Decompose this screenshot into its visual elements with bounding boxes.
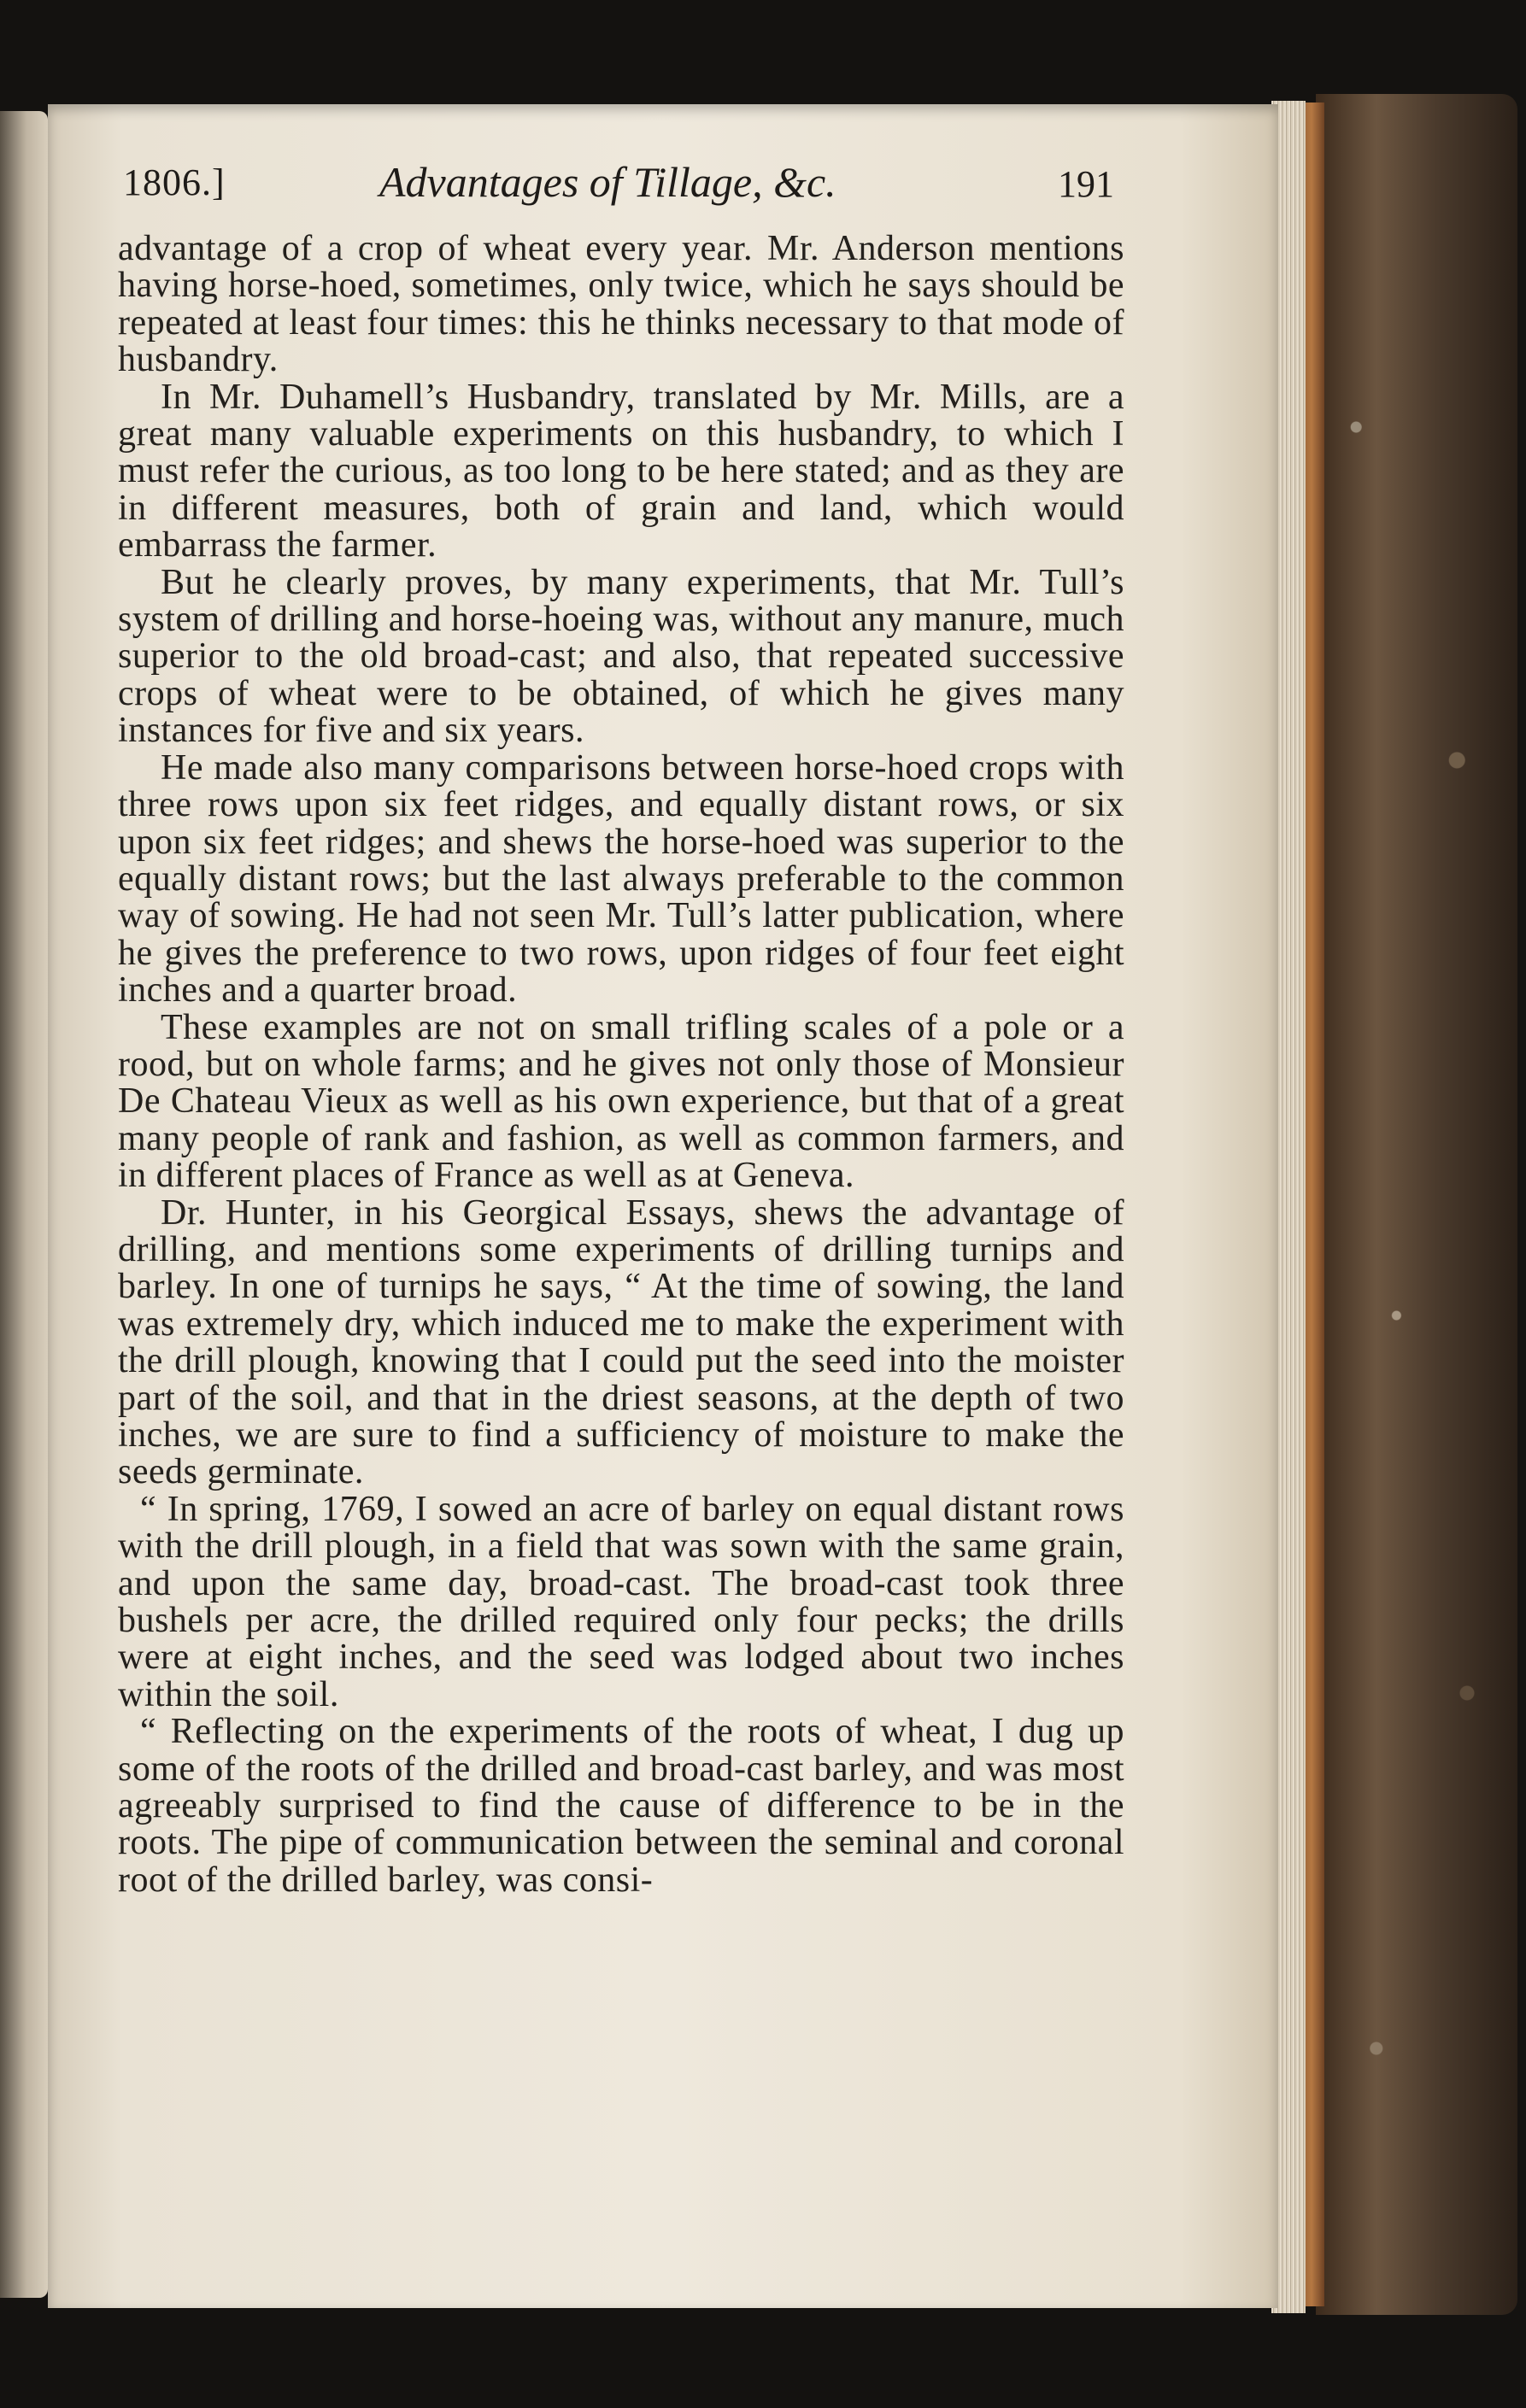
page-number: 191 [1058,163,1114,205]
paragraph-6: Dr. Hunter, in his Georgical Essays, shews the advantage of drilling, and mentions some experiments of drilling turnips and barley. In one of turnips he says, “ At the time of sowing, the land was extremely dry, which induced me to make the experiment with the drill plough, knowing that I could put the seed into the moister part of the soil, and that in the driest seasons, at the depth of two inches, we are sure to find a sufficiency of moisture to make the seeds germinate. [118,1192,1124,1492]
paragraph-8: “ Reflecting on the experiments of the roots of wheat, I dug up some of the roots of the drilled and broad-cast barley, and was most agreeably surprised to find the cause of difference to be in the roots. The pipe of communication between the seminal and coronal root of the drilled barley, was consi- [118,1712,1124,1900]
paragraph-1: advantage of a crop of wheat every year. Mr. Anderson mentions having horse-hoed, sometimes, only twice, which he says should be repeated at least four times: this he thinks necessary to that mode of husbandry. [118,229,1124,380]
paragraph-3: But he clearly proves, by many experiments, that Mr. Tull’s system of drilling and horse-hoeing was, without any manure, much superior to the old broad-cast; and also, that repeated successive crops of wheat were to be obtained, of which he gives many instances for five and six years. [118,562,1124,751]
paragraph-2: In Mr. Duhamell’s Husbandry, translated by Mr. Mills, are a great many valuable experiments on this husbandry, to which I must refer the curious, as too long to be here stated; and as they are in different measures, both of grain and land, which would embarrass the farmer. [118,377,1124,565]
paragraph-5: These examples are not on small trifling scales of a pole or a rood, but on whole farms; and he gives not only those of Monsieur De Chateau Vieux as well as his own experience, but that of a great many people of rank and fashion, as well as common farmers, and in different places of France as well as at Geneva. [118,1007,1124,1196]
paragraph-4: He made also many comparisons between horse-hoed crops with three rows upon six feet ridges, and equally distant rows, or six upon six feet ridges; and shews the horse-hoed was superior to the equally distant rows; but the last always preferable to the common way of sowing. He had not seen Mr. Tull’s latter publication, where he gives the preference to two rows, upon ridges of four feet eight inches and a quarter broad. [118,747,1124,1011]
facing-page-edge [0,111,48,2298]
header-year: 1806.] [123,161,226,203]
running-header [123,152,1123,229]
header-title: Advantages of Tillage, &c. [379,158,836,206]
paragraph-7: “ In spring, 1769, I sowed an acre of barley on equal distant rows with the drill plough, in a field that was sown with the same grain, and upon the same day, broad-cast. The broad-cast took three bushels per acre, the drilled required only four pecks; the drills were at eight inches, and the seed was lodged about two inches within the soil. [118,1489,1124,1714]
page-body [118,231,1124,1899]
book-cover [1316,94,1517,2315]
